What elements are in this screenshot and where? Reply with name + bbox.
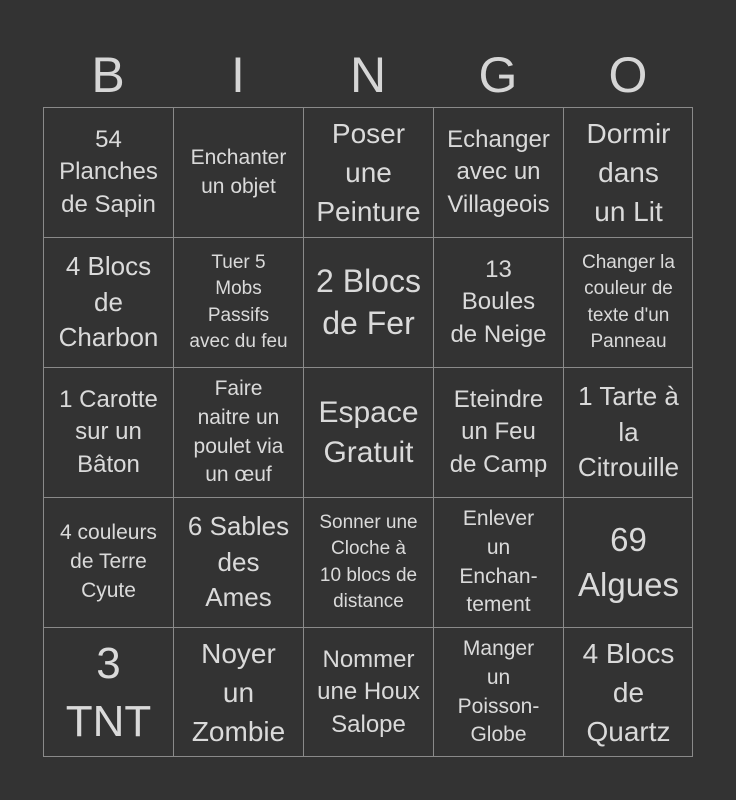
bingo-cell-text: 54 Planches de Sapin: [59, 125, 158, 218]
bingo-cell[interactable]: [563, 237, 693, 367]
bingo-cell-text: 1 Tarte à la Citrouille: [577, 380, 680, 483]
bingo-cell[interactable]: [563, 497, 693, 627]
bingo-cell[interactable]: [433, 237, 563, 367]
bingo-card-grid: [43, 107, 693, 757]
bingo-cell-text: 6 Sables des Ames: [187, 510, 290, 613]
bingo-cell[interactable]: [563, 627, 693, 757]
bingo-cell-text: 2 Blocs de Fer: [316, 262, 421, 341]
bingo-cell-text: 13 Boules de Neige: [450, 255, 547, 348]
bingo-cell-text: Tuer 5 Mobs Passifs avec du feu: [189, 252, 288, 352]
bingo-cell[interactable]: [303, 367, 433, 497]
bingo-cell-text: 69 Algues: [578, 521, 679, 603]
bingo-cell-text: Noyer un Zombie: [191, 637, 286, 748]
bingo-cell-text: 3 TNT: [65, 639, 152, 746]
bingo-cell[interactable]: [303, 107, 433, 237]
header-letter-n: N: [349, 47, 387, 103]
bingo-cell[interactable]: [43, 367, 173, 497]
bingo-cell-text: 1 Carotte sur un Bâton: [59, 385, 158, 478]
bingo-cell[interactable]: [563, 107, 693, 237]
bingo-cell-text: Poser une Peinture: [316, 117, 421, 228]
bingo-cell-text: Enlever un Enchan- tement: [459, 506, 538, 617]
bingo-cell[interactable]: [173, 237, 303, 367]
bingo-cell[interactable]: [433, 627, 563, 757]
bingo-header: [43, 44, 693, 106]
header-letter-g: G: [478, 47, 518, 103]
bingo-cell-text: Sonner une Cloche à 10 blocs de distance: [319, 512, 418, 612]
bingo-cell-text: Espace Gratuit: [318, 395, 419, 469]
bingo-cell[interactable]: [303, 627, 433, 757]
bingo-cell[interactable]: [173, 107, 303, 237]
bingo-cell-text: Manger un Poisson- Globe: [457, 636, 540, 747]
bingo-cell-text: Enchanter un objet: [190, 145, 287, 198]
bingo-cell-text: 4 Blocs de Quartz: [582, 637, 675, 748]
bingo-cell-text: 4 Blocs de Charbon: [58, 250, 159, 353]
bingo-cell[interactable]: [173, 627, 303, 757]
bingo-cell[interactable]: [433, 497, 563, 627]
bingo-cell[interactable]: [563, 367, 693, 497]
bingo-cell-text: Changer la couleur de texte d'un Panneau: [582, 252, 675, 352]
bingo-cell-text: Faire naitre un poulet via un œuf: [193, 376, 284, 487]
header-letter-o: O: [608, 47, 648, 103]
bingo-cell[interactable]: [173, 367, 303, 497]
bingo-cell[interactable]: [43, 237, 173, 367]
bingo-cell[interactable]: [43, 627, 173, 757]
header-letter-i: I: [231, 47, 245, 103]
bingo-cell[interactable]: [433, 107, 563, 237]
bingo-cell[interactable]: [303, 237, 433, 367]
bingo-cell[interactable]: [43, 497, 173, 627]
bingo-cell[interactable]: [43, 107, 173, 237]
bingo-cell[interactable]: [433, 367, 563, 497]
header-letter-b: B: [91, 47, 125, 103]
bingo-cell[interactable]: [303, 497, 433, 627]
bingo-cell-text: Dormir dans un Lit: [586, 117, 671, 228]
bingo-cell-text: Eteindre un Feu de Camp: [449, 385, 548, 478]
bingo-cell-text: Nommer une Houx Salope: [317, 645, 420, 738]
bingo-cell-text: Echanger avec un Villageois: [447, 125, 550, 218]
bingo-cell[interactable]: [173, 497, 303, 627]
bingo-cell-text: 4 couleurs de Terre Cyute: [60, 521, 157, 602]
